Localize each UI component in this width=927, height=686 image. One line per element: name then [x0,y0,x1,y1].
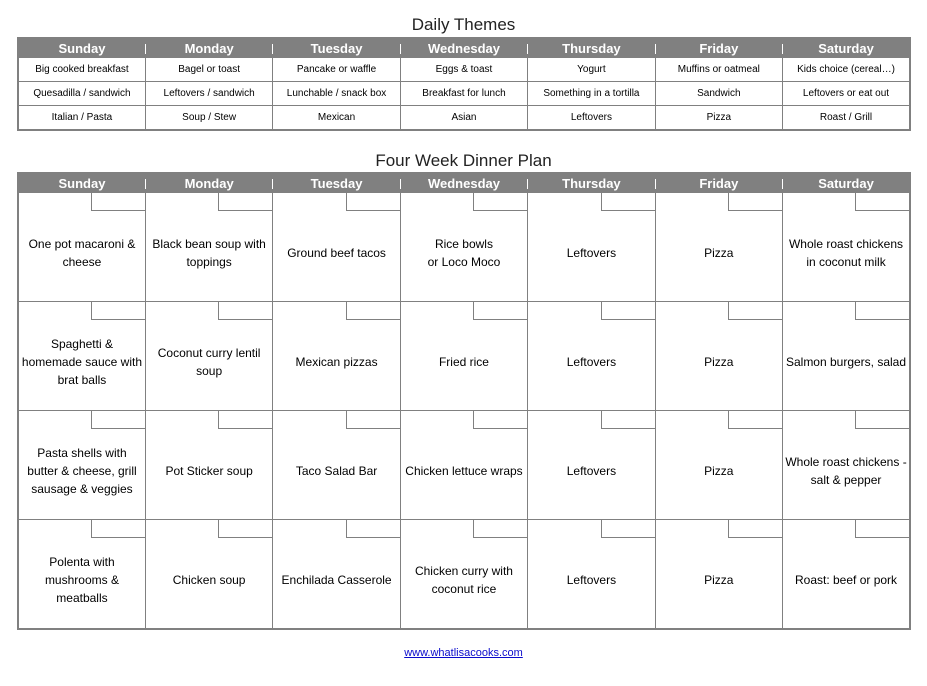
dinner-cell [273,302,400,411]
date-box [473,520,527,538]
date-box [91,411,145,429]
dinner-line: Ground beef tacos [287,246,386,260]
dinner-line: in coconut milk [806,255,886,269]
dinner-line: salt & pepper [810,473,882,487]
day-header: Saturday [783,173,910,193]
daily-themes-row [18,82,910,106]
dinner-cell [145,193,272,302]
dinner-line: Mexican pizzas [295,355,378,369]
dinner-line: Whole roast chickens - [785,455,907,469]
dinner-text [273,232,399,262]
theme-cell: Pizza [655,106,782,131]
theme-cell: Leftovers [528,106,655,131]
dinner-cell [655,193,782,302]
day-header: Saturday [783,38,910,58]
dinner-text [528,232,654,262]
theme-cell: Roast / Grill [783,106,910,131]
dinner-text [146,332,272,380]
dinner-text [146,450,272,480]
date-box [91,302,145,320]
date-box [346,302,400,320]
date-box [91,193,145,211]
dinner-cell [273,520,400,630]
dinner-line: Black bean soup with [152,237,266,251]
day-header: Friday [655,38,782,58]
theme-cell: Mexican [273,106,400,131]
dinner-week-row [18,520,910,630]
dinner-line: Pizza [704,355,734,369]
dinner-line: Taco Salad Bar [295,464,378,478]
dinner-text [401,550,527,598]
dinner-plan-table [17,172,911,630]
dinner-text [273,341,399,371]
dinner-line: toppings [186,255,232,269]
dinner-cell [528,302,655,411]
daily-themes-row [18,58,910,82]
dinner-text [656,341,782,371]
dinner-text [783,441,909,489]
dinner-text [19,432,145,498]
dinner-text [19,223,145,271]
dinner-line: Pasta shells with [37,446,127,460]
daily-themes-row [18,106,910,131]
dinner-cell [655,411,782,520]
website-link[interactable]: www.whatlisacooks.com [404,647,523,659]
dinner-cell [273,411,400,520]
theme-cell: Quesadilla / sandwich [18,82,145,106]
dinner-week-row [18,302,910,411]
date-box [346,411,400,429]
day-header: Tuesday [273,173,400,193]
dinner-text [401,223,527,271]
dinner-week-row [18,411,910,520]
date-box [855,411,909,429]
dinner-cell [528,411,655,520]
date-box [601,193,655,211]
date-box [473,193,527,211]
day-header: Wednesday [400,173,527,193]
dinner-line: Pizza [704,246,734,260]
theme-cell: Big cooked breakfast [18,58,145,82]
theme-cell: Something in a tortilla [528,82,655,106]
day-header: Thursday [528,173,655,193]
dinner-line: Leftovers [566,464,617,478]
dinner-line: Leftovers [566,573,617,587]
dinner-plan-title: Four Week Dinner Plan [375,151,552,170]
daily-themes-title: Daily Themes [411,15,516,34]
dinner-line: Spaghetti & [50,337,113,351]
dinner-cell [400,302,527,411]
dinner-cell [783,302,910,411]
date-box [855,520,909,538]
theme-cell: Italian / Pasta [18,106,145,131]
theme-cell: Breakfast for lunch [400,82,527,106]
dinner-line: butter & cheese, grill [27,464,137,478]
dinner-week-row [18,193,910,302]
dinner-line: Chicken soup [172,573,246,587]
dinner-text [19,541,145,607]
date-box [728,411,782,429]
dinner-line: cheese [62,255,102,269]
dinner-cell [400,411,527,520]
date-box [218,520,272,538]
dinner-cell [528,520,655,630]
day-header: Monday [145,173,272,193]
dinner-text [146,223,272,271]
date-box [91,520,145,538]
dinner-text [656,559,782,589]
date-box [346,193,400,211]
dinner-cell [273,193,400,302]
date-box [855,302,909,320]
theme-cell: Kids choice (cereal…) [783,58,910,82]
theme-cell: Muffins or oatmeal [655,58,782,82]
dinner-line: Leftovers [566,246,617,260]
theme-cell: Pancake or waffle [273,58,400,82]
dinner-line: Whole roast chickens [788,237,904,251]
dinner-plan-header-row [18,173,910,193]
daily-themes-header-row [18,38,910,58]
dinner-cell [145,520,272,630]
date-box [346,520,400,538]
dinner-line: mushrooms & [44,573,119,587]
day-header: Friday [655,173,782,193]
date-box [728,520,782,538]
daily-themes-table [17,37,911,131]
theme-cell: Sandwich [655,82,782,106]
dinner-text [528,559,654,589]
dinner-cell [18,302,145,411]
dinner-line: Rice bowls [434,237,493,251]
theme-cell: Lunchable / snack box [273,82,400,106]
date-box [473,302,527,320]
dinner-text [656,232,782,262]
dinner-plan-body [18,193,910,630]
dinner-text [783,223,909,271]
dinner-cell [655,520,782,630]
dinner-cell [783,520,910,630]
dinner-line: Polenta with [49,555,115,569]
dinner-text [401,450,527,480]
daily-themes-body [18,58,910,131]
dinner-text [401,341,527,371]
day-header: Sunday [18,38,145,58]
dinner-cell [783,411,910,520]
dinner-line: Roast: beef or pork [794,573,898,587]
dinner-cell [400,193,527,302]
day-header: Tuesday [273,38,400,58]
date-box [218,193,272,211]
dinner-line: Chicken curry with [414,564,513,578]
dinner-line: Enchilada Casserole [281,573,392,587]
dinner-line: or Loco Moco [427,255,501,269]
dinner-cell [400,520,527,630]
dinner-cell [783,193,910,302]
theme-cell: Leftovers / sandwich [145,82,272,106]
dinner-line: Salmon burgers, salad [785,355,907,369]
date-box [728,193,782,211]
dinner-cell [145,411,272,520]
dinner-line: Chicken lettuce wraps [405,464,523,478]
dinner-cell [528,193,655,302]
day-header: Monday [145,38,272,58]
dinner-cell [18,193,145,302]
date-box [601,520,655,538]
day-header: Thursday [528,38,655,58]
dinner-line: Coconut curry lentil [157,346,261,360]
dinner-text [273,559,399,589]
theme-cell: Yogurt [528,58,655,82]
date-box [601,302,655,320]
theme-cell: Eggs & toast [400,58,527,82]
date-box [728,302,782,320]
theme-cell: Soup / Stew [145,106,272,131]
theme-cell: Leftovers or eat out [783,82,910,106]
dinner-cell [655,302,782,411]
date-box [218,302,272,320]
dinner-text [528,341,654,371]
date-box [218,411,272,429]
dinner-line: Fried rice [438,355,489,369]
dinner-line: One pot macaroni & [28,237,136,251]
date-box [855,193,909,211]
day-header: Wednesday [400,38,527,58]
theme-cell: Asian [400,106,527,131]
date-box [601,411,655,429]
dinner-line: brat balls [57,373,107,387]
dinner-text [656,450,782,480]
dinner-text [19,323,145,389]
dinner-cell [18,520,145,630]
dinner-cell [145,302,272,411]
dinner-line: coconut rice [431,582,497,596]
dinner-text [783,341,909,371]
dinner-text [528,450,654,480]
dinner-line: meatballs [56,591,108,605]
dinner-line: Pizza [704,573,734,587]
footer [0,647,927,659]
dinner-line: Pizza [704,464,734,478]
dinner-line: soup [196,364,223,378]
dinner-line: Leftovers [566,355,617,369]
dinner-text [146,559,272,589]
day-header: Sunday [18,173,145,193]
dinner-line: sausage & veggies [31,482,133,496]
dinner-line: Pot Sticker soup [165,464,253,478]
dinner-text [783,559,909,589]
dinner-text [273,450,399,480]
dinner-cell [18,411,145,520]
dinner-line: homemade sauce with [21,355,142,369]
theme-cell: Bagel or toast [145,58,272,82]
date-box [473,411,527,429]
